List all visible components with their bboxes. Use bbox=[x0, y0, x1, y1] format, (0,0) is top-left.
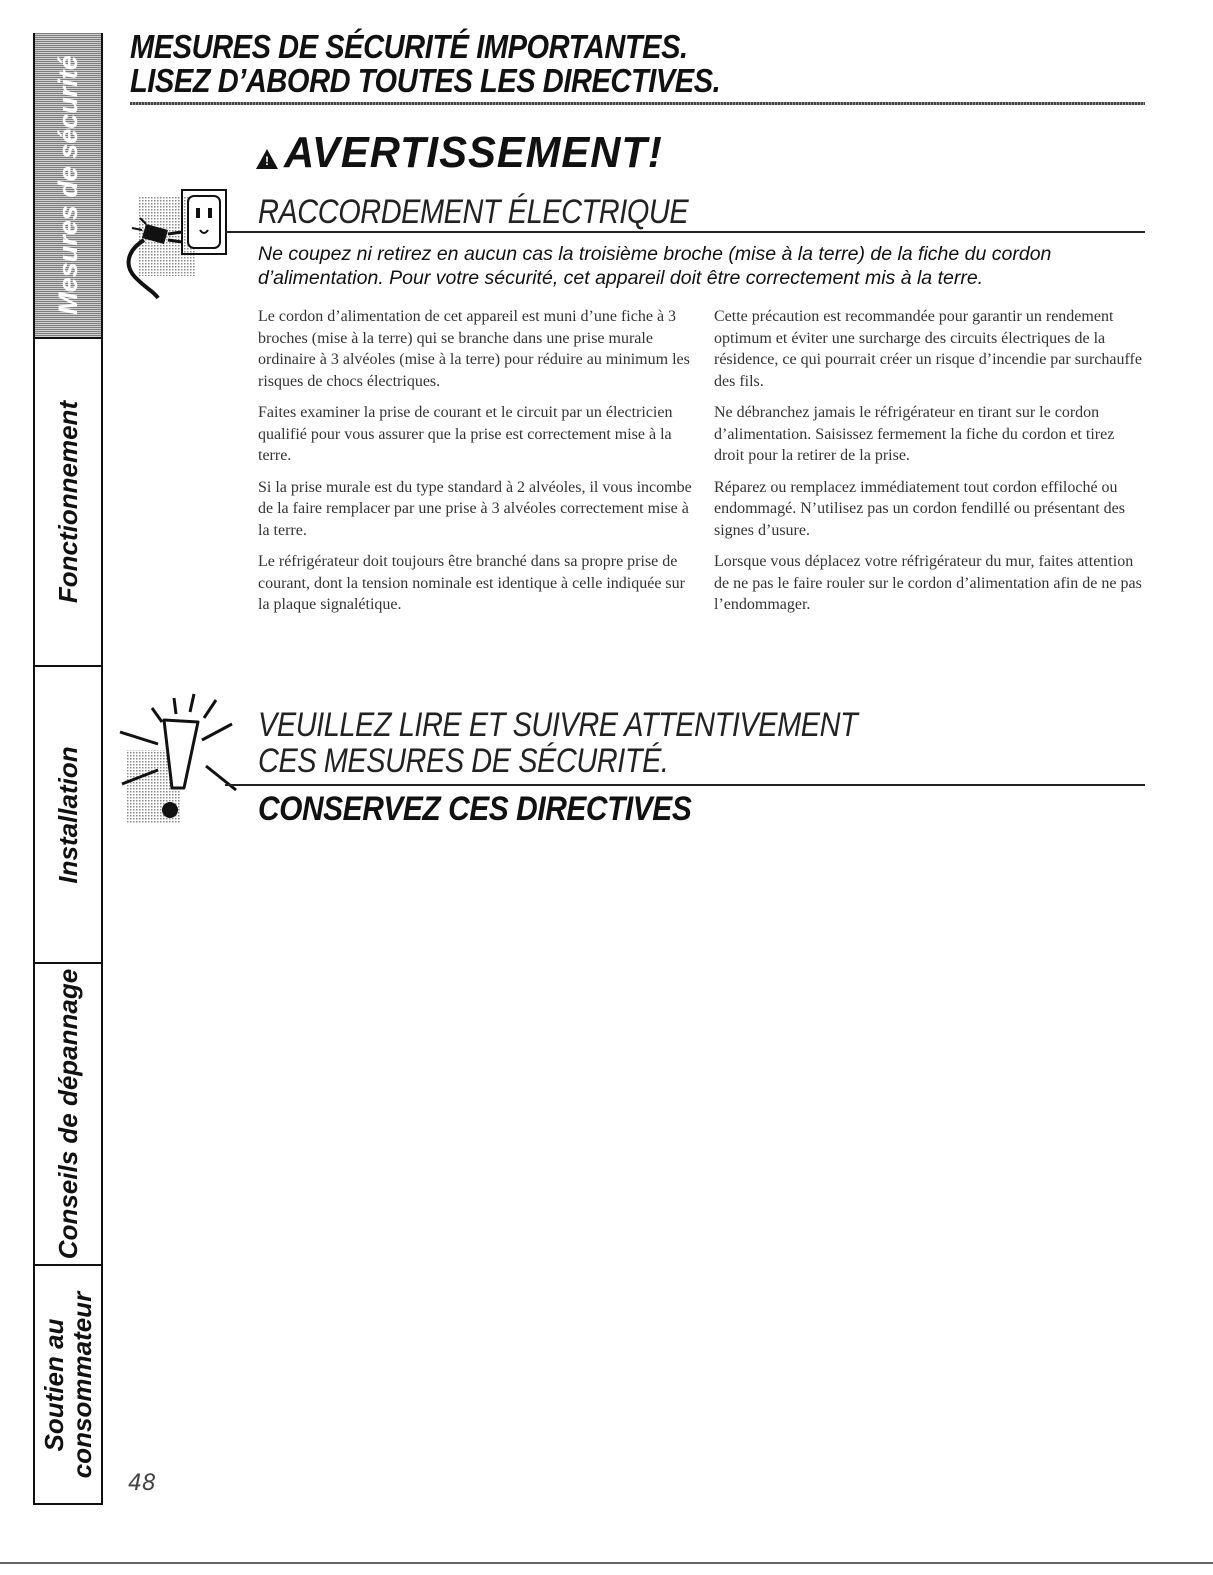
conserve-directives-heading: CONSERVEZ CES DIRECTIVES bbox=[258, 790, 692, 828]
closing-heading-line-2: CES MESURES DE SÉCURITÉ. bbox=[258, 742, 669, 780]
tab-conseils-de-depannage[interactable] bbox=[35, 964, 101, 1266]
paragraph: Réparez ou remplacez immédiatement tout cordon effiloché ou endommagé. N’utilisez pas un cordon fendillé ou présentant des signes d’usure. bbox=[714, 478, 1125, 539]
exclamation-alert-icon bbox=[112, 680, 242, 830]
closing-heading-line-1: VEUILLEZ LIRE ET SUIVRE ATTENTIVEMENT bbox=[258, 706, 858, 744]
paragraph: Le cordon d’alimentation de cet appareil est muni d’une fiche à 3 broches (mise à la terre) qui se branche dans une prise murale ordinaire à 3 alvéoles (mise à la terre) pour réduire au minimum les risques de chocs électriques. bbox=[258, 308, 690, 390]
warning-triangle-icon bbox=[256, 149, 278, 169]
electrical-outlet-plug-icon bbox=[118, 188, 236, 300]
header-divider bbox=[130, 102, 1145, 105]
closing-divider bbox=[225, 784, 1145, 786]
tab-label-line-2: consommateur bbox=[67, 1291, 97, 1478]
right-text-column bbox=[714, 306, 1146, 626]
tab-soutien-au-consommateur[interactable] bbox=[35, 1266, 101, 1503]
left-text-column bbox=[258, 306, 698, 626]
tab-mesures-de-securite[interactable] bbox=[35, 33, 101, 339]
paragraph: Si la prise murale est du type standard à 2 alvéoles, il vous incombe de la faire remplacer par une prise à 3 alvéoles correctement mise à la terre. bbox=[258, 478, 692, 539]
paragraph: Le réfrigérateur doit toujours être branché dans sa propre prise de courant, dont la tension nominale est identique à celle indiquée sur la plaque signalétique. bbox=[258, 553, 685, 613]
tab-label-line-1: Soutien au bbox=[39, 1318, 69, 1451]
paragraph: Faites examiner la prise de courant et le circuit par un électricien qualifié pour vous assurer que la prise est correctement mise à la terre. bbox=[258, 404, 673, 464]
tab-fonctionnement[interactable] bbox=[35, 339, 101, 667]
paragraph: Ne débranchez jamais le réfrigérateur en tirant sur le cordon d’alimentation. Saisissez fermement la fiche du cordon et tirez droit pour la retirer de la prise. bbox=[714, 404, 1115, 464]
page-number: 48 bbox=[128, 1471, 156, 1496]
page-bottom-rule bbox=[0, 1562, 1213, 1564]
paragraph: Cette précaution est recommandée pour garantir un rendement optimum et éviter une surcharge des circuits électriques de la résidence, ce qui pourrait créer un risque d’incendie par surchauffe des fils. bbox=[714, 308, 1142, 390]
warning-heading bbox=[256, 128, 683, 178]
electrical-lead-text: Ne coupez ni retirez en aucun cas la troisième broche (mise à la terre) de la fiche du cordon d’alimentation. Pour votre sécurité, cet appareil doit être correctement mis à la terre. bbox=[258, 243, 1052, 289]
tab-label: Mesures de sécurité bbox=[53, 55, 83, 315]
section-divider bbox=[225, 231, 1145, 233]
paragraph: Lorsque vous déplacez votre réfrigérateur du mur, faites attention de ne pas le faire rouler sur le cordon d’alimentation afin de ne pas l’endommager. bbox=[714, 553, 1142, 613]
sidebar-tabs bbox=[33, 33, 103, 1505]
header-line-1: MESURES DE SÉCURITÉ IMPORTANTES. bbox=[130, 28, 688, 65]
tab-label: Conseils de dépannage bbox=[53, 968, 83, 1260]
tab-installation[interactable] bbox=[35, 667, 101, 964]
warning-title: AVERTISSEMENT! bbox=[284, 128, 663, 177]
section-heading-raccordement: RACCORDEMENT ÉLECTRIQUE bbox=[258, 193, 689, 231]
page-header bbox=[130, 30, 1145, 98]
tab-label bbox=[40, 1291, 96, 1477]
tab-label: Installation bbox=[53, 745, 83, 884]
header-line-2: LISEZ D’ABORD TOUTES LES DIRECTIVES. bbox=[130, 62, 721, 99]
tab-label: Fonctionnement bbox=[53, 400, 83, 604]
